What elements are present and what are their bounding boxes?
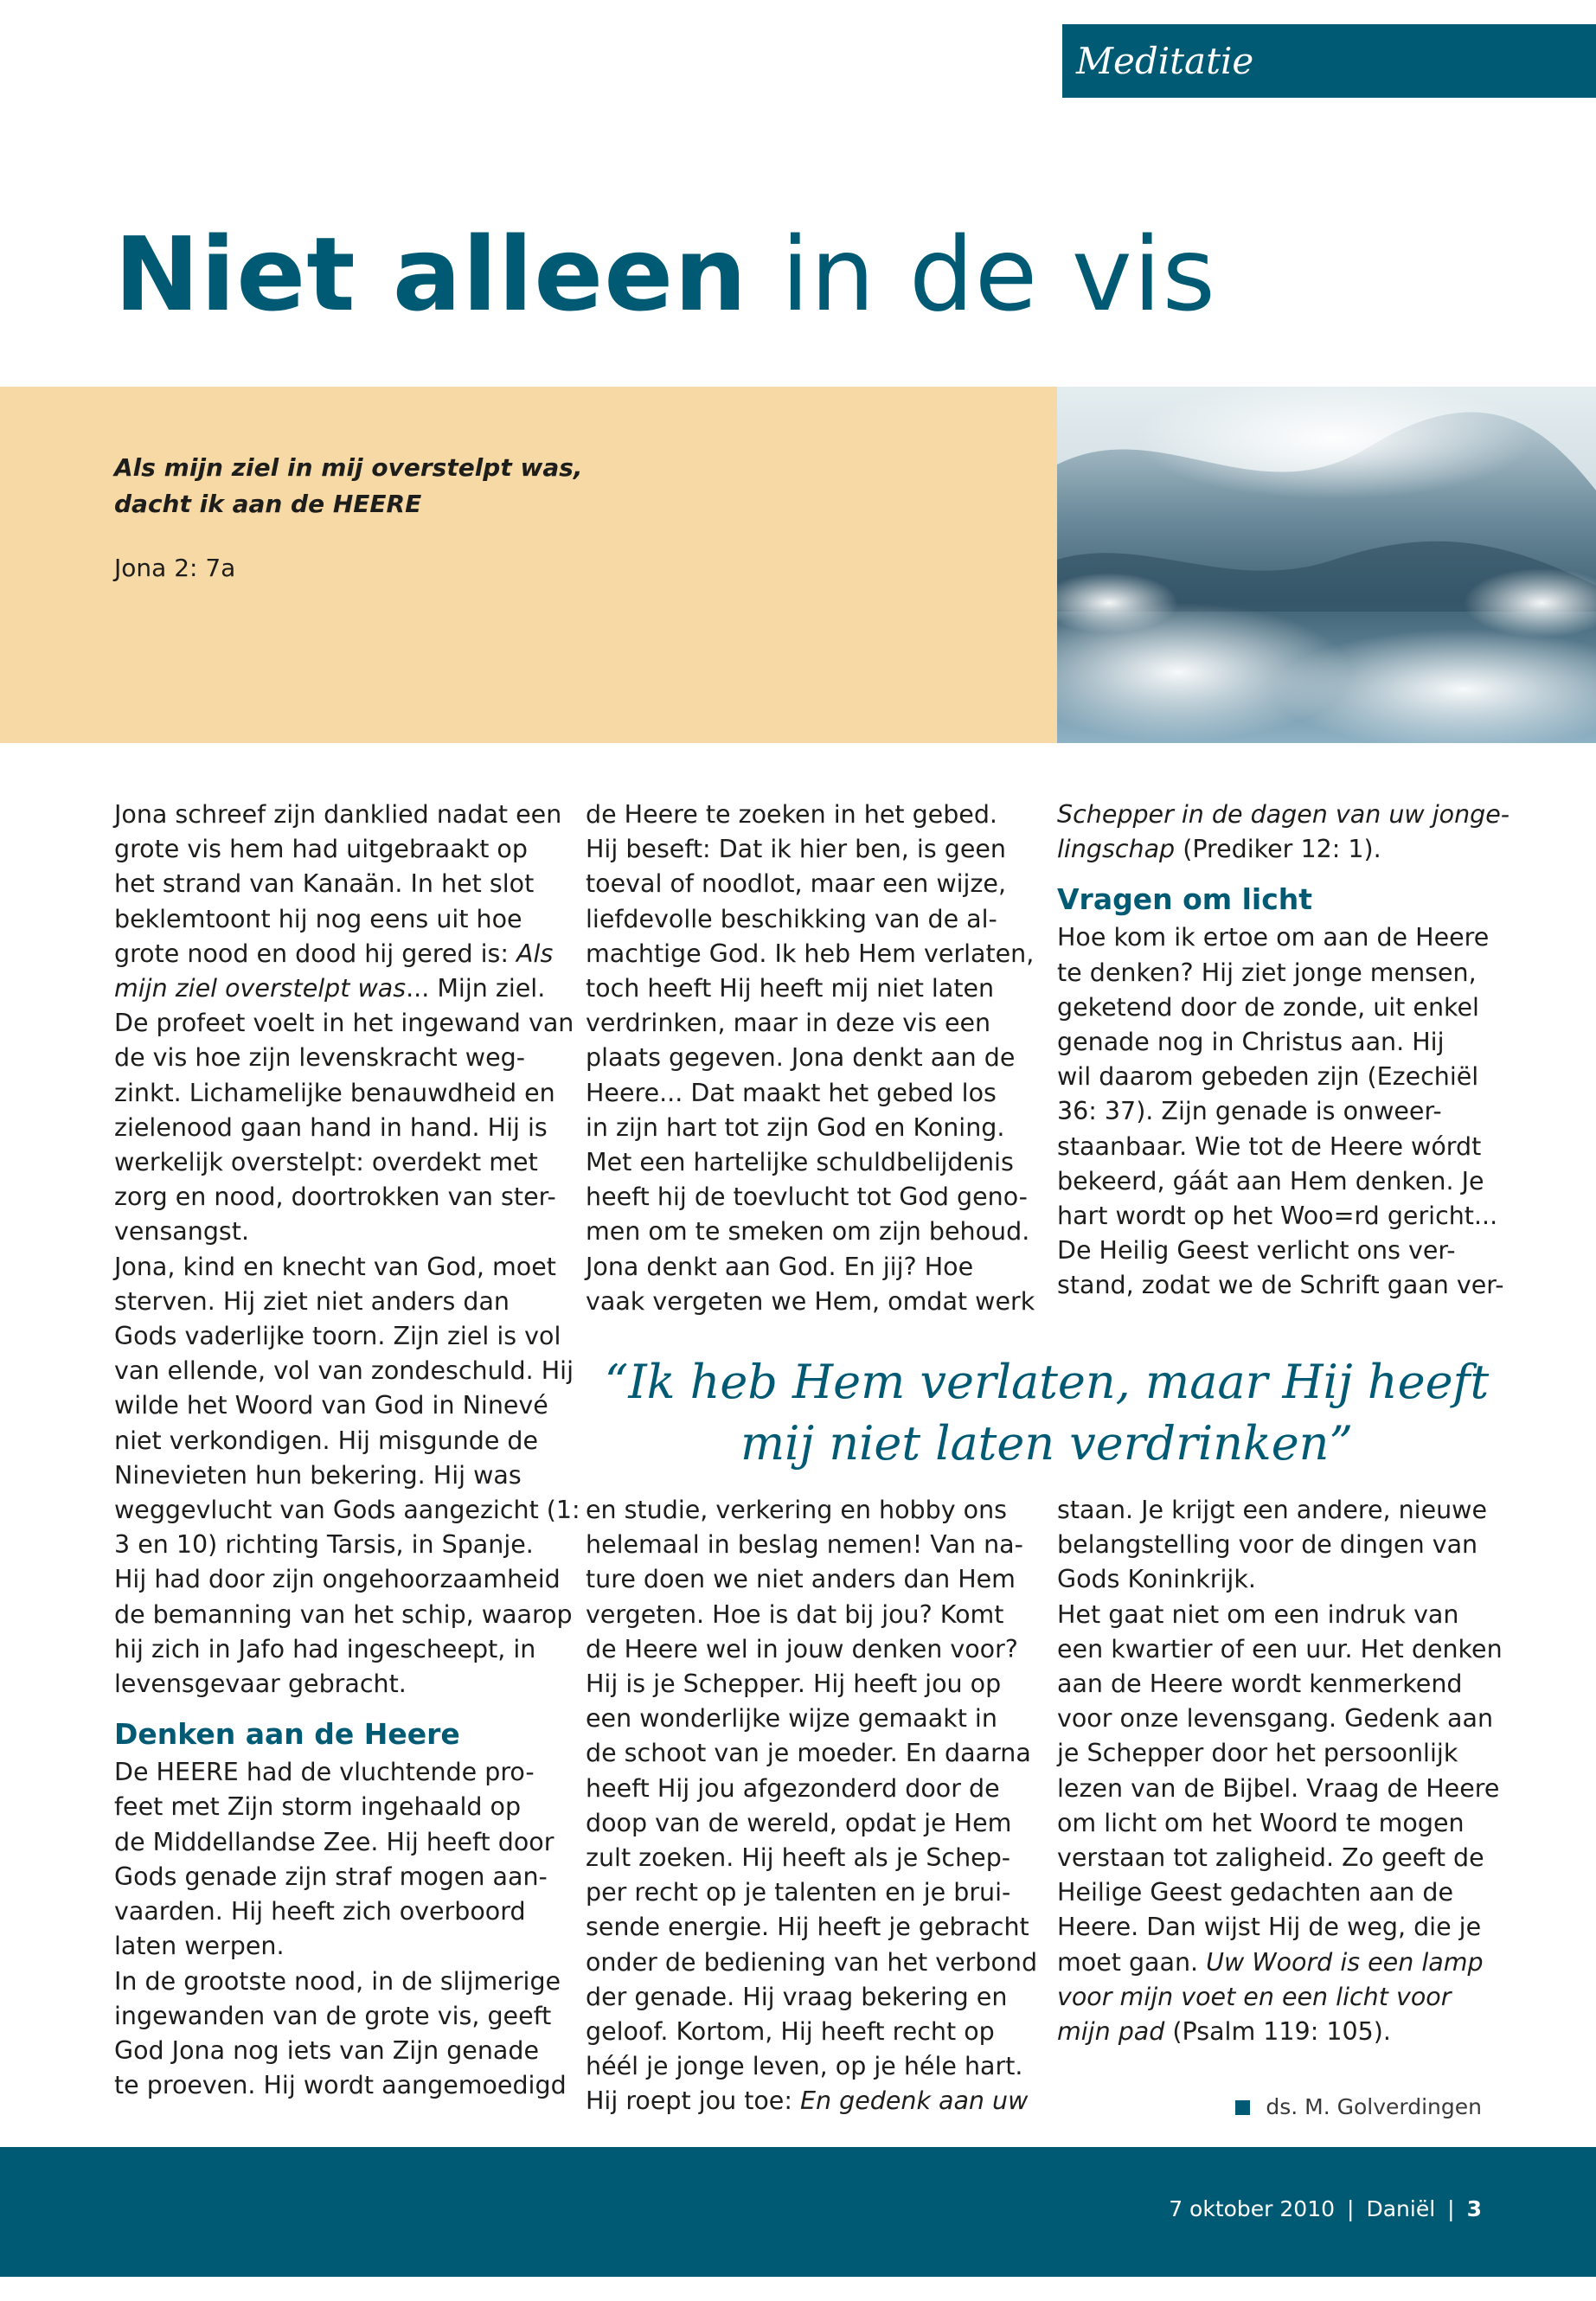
text-line: werkelijk overstelpt: overdekt met	[114, 1148, 538, 1177]
text-line: wil daarom gebeden zijn (Ezechiël	[1057, 1062, 1479, 1092]
text-line: aan de Heere wordt kenmerkend	[1057, 1670, 1463, 1699]
text-line: Hij is je Schepper. Hij heeft jou op	[586, 1670, 1002, 1699]
text-line: Het gaat niet om een indruk van	[1057, 1599, 1459, 1629]
text-line: de schoot van je moeder. En daarna	[586, 1739, 1031, 1768]
text-line: hij zich in Jafo had ingescheept, in	[114, 1634, 536, 1663]
text-line: Gods genade zijn straf mogen aan-	[114, 1862, 548, 1891]
text-line: onder de bediening van het verbond	[586, 1947, 1038, 1977]
text-line: genade nog in Christus aan. Hij	[1057, 1028, 1445, 1057]
text-line: niet verkondigen. Hij misgunde de	[114, 1426, 539, 1455]
text-line: vensangst.	[114, 1217, 250, 1247]
text-line: 3 en 10) richting Tarsis, in Spanje.	[114, 1530, 534, 1560]
magazine-name: Daniël	[1366, 2196, 1436, 2221]
text-line: zorg en nood, doortrokken van ster-	[114, 1183, 556, 1212]
text-line: Ninevieten hun bekering. Hij was	[114, 1460, 522, 1490]
text-line: Met een hartelijke schuldbelijdenis	[586, 1148, 1014, 1177]
text-line: Schepper in de dagen van uw jonge-	[1057, 800, 1510, 829]
text-line: ture doen we niet anders dan Hem	[586, 1565, 1016, 1594]
column-1	[114, 798, 580, 2103]
text-line: een wonderlijke wijze gemaakt in	[586, 1704, 997, 1734]
text-line: men om te smeken om zijn behoud.	[586, 1217, 1030, 1247]
column-3-bottom	[1057, 1493, 1503, 2049]
text-line: een kwartier of een uur. Het denken	[1057, 1634, 1503, 1663]
intro-quote: Als mijn ziel in mij overstelpt was, dacht ik aan de HEERE	[114, 453, 583, 518]
text-line: grote nood en dood hij gered is: Als	[114, 939, 554, 968]
text-line: te proeven. Hij wordt aangemoedigd	[114, 2071, 567, 2100]
pull-quote: “Ik heb Hem verlaten, maar Hij heeft mij niet laten verdrinken”	[604, 1355, 1490, 1471]
text-line: vergeten. Hoe is dat bij jou? Komt	[586, 1599, 1004, 1629]
text-line: Jona denkt aan God. En jij? Hoe	[586, 1252, 974, 1281]
text-line: de bemanning van het schip, waarop	[114, 1599, 573, 1629]
text-line: heeft Hij jou afgezonderd door de	[586, 1773, 1000, 1803]
text-line: moet gaan. Uw Woord is een lamp	[1057, 1947, 1484, 1977]
text-line: Gods Koninkrijk.	[1057, 1565, 1256, 1594]
text-line: zielenood gaan hand in hand. Hij is	[114, 1112, 548, 1142]
text-line: laten werpen.	[114, 1932, 285, 1961]
author-name: ds. M. Golverdingen	[1266, 2094, 1482, 2119]
text-line: staanbaar. Wie tot de Heere wórdt	[1057, 1131, 1482, 1161]
text-line: Hij roept jou toe: En gedenk aan uw	[586, 2086, 1029, 2116]
text-line: grote vis hem had uitgebraakt op	[114, 835, 528, 864]
text-line: weggevlucht van Gods aangezicht (1:	[114, 1496, 580, 1525]
title-regular: in de vis	[780, 215, 1217, 334]
text-line: Hij had door zijn ongehoorzaamheid	[114, 1565, 561, 1594]
text-line: de vis hoe zijn levenskracht weg-	[114, 1043, 526, 1073]
wave-photo	[1057, 387, 1596, 743]
text-line: verstaan tot zaligheid. Zo geeft de	[1057, 1843, 1484, 1873]
text-line: De Heilig Geest verlicht ons ver-	[1057, 1236, 1456, 1266]
text-line: der genade. Hij vraag bekering en	[586, 1982, 1008, 2011]
column-2-top	[586, 798, 1035, 1319]
text-line: belangstelling voor de dingen van	[1057, 1530, 1478, 1560]
text-line: Hoe kom ik ertoe om aan de Heere	[1057, 923, 1490, 952]
text-line: om licht om het Woord te mogen	[1057, 1808, 1465, 1837]
text-line: Hij beseft: Dat ik hier ben, is geen	[586, 835, 1006, 864]
text-line: doop van de wereld, opdat je Hem	[586, 1808, 1012, 1837]
subheading-denken: Denken aan de Heere	[114, 1717, 460, 1752]
text-line: sende energie. Hij heeft je gebracht	[586, 1913, 1029, 1942]
title-bold: Niet alleen	[114, 215, 748, 334]
text-line: 36: 37). Zijn genade is onweer-	[1057, 1097, 1442, 1126]
text-line: zinkt. Lichamelijke benauwdheid en	[114, 1078, 555, 1107]
text-line: In de grootste nood, in de slijmerige	[114, 1966, 561, 1996]
text-line: toch heeft Hij heeft mij niet laten	[586, 974, 995, 1003]
text-line: héél je jonge leven, op je héle hart.	[586, 2052, 1023, 2081]
text-line: stand, zodat we de Schrift gaan ver-	[1057, 1271, 1504, 1300]
text-line: Heere. Dan wijst Hij de weg, die je	[1057, 1913, 1482, 1942]
text-line: sterven. Hij ziet niet anders dan	[114, 1286, 510, 1316]
column-3-top	[1057, 798, 1509, 1304]
separator: |	[1447, 2196, 1455, 2221]
text-line: voor mijn voet en een licht voor	[1057, 1982, 1452, 2011]
issue-date: 7 oktober 2010	[1169, 2196, 1336, 2221]
footer-info	[1169, 2192, 1482, 2227]
separator: |	[1347, 2196, 1355, 2221]
text-line: verdrinken, maar in deze vis een	[586, 1009, 991, 1038]
text-line: staan. Je krijgt een andere, nieuwe	[1057, 1496, 1488, 1524]
text-line: bekeerd, gáát aan Hem denken. Je	[1057, 1166, 1484, 1195]
text-line: geketend door de zonde, uit enkel	[1057, 992, 1479, 1022]
text-line: de Middellandse Zee. Hij heeft door	[114, 1827, 554, 1856]
text-line: Heilige Geest gedachten aan de	[1057, 1878, 1454, 1907]
text-line: de Heere te zoeken in het gebed.	[586, 800, 997, 829]
text-line: en studie, verkering en hobby ons	[586, 1496, 1008, 1524]
intro-reference: Jona 2: 7a	[114, 554, 236, 582]
text-line: beklemtoont hij nog eens uit hoe	[114, 904, 522, 933]
section-label: Meditatie	[1062, 24, 1596, 98]
text-line: feet met Zijn storm ingehaald op	[114, 1792, 522, 1822]
text-line: per recht op je talenten en je brui-	[586, 1878, 1011, 1907]
text-line: wilde het Woord van God in Ninevé	[114, 1391, 548, 1420]
text-line: Heere... Dat maakt het gebed los	[586, 1078, 997, 1107]
bullet-square-icon	[1235, 2100, 1250, 2115]
text-line: vaak vergeten we Hem, omdat werk	[586, 1286, 1035, 1316]
text-line: helemaal in beslag nemen! Van na-	[586, 1530, 1023, 1560]
text-line: God Jona nog iets van Zijn genade	[114, 2035, 539, 2065]
text-line: mijn ziel overstelpt was... Mijn ziel.	[114, 974, 546, 1003]
text-line: vaarden. Hij heeft zich overboord	[114, 1897, 526, 1926]
text-line: in zijn hart tot zijn God en Koning.	[586, 1112, 1005, 1142]
text-line: lezen van de Bijbel. Vraag de Heere	[1057, 1773, 1500, 1803]
text-line: ingewanden van de grote vis, geeft	[114, 2001, 552, 2030]
text-line: geloof. Kortom, Hij heeft recht op	[586, 2017, 995, 2047]
text-line: van ellende, vol van zondeschuld. Hij	[114, 1356, 574, 1386]
footer-bar	[0, 2147, 1596, 2277]
text-line: Gods vaderlijke toorn. Zijn ziel is vol	[114, 1322, 561, 1351]
text-line: De HEERE had de vluchtende pro-	[114, 1758, 535, 1787]
column-2-bottom	[586, 1493, 1037, 2119]
text-line: plaats gegeven. Jona denkt aan de	[586, 1043, 1016, 1073]
text-line: te denken? Hij ziet jonge mensen,	[1057, 958, 1477, 987]
text-line: de Heere wel in jouw denken voor?	[586, 1634, 1018, 1663]
page-number: 3	[1466, 2196, 1482, 2221]
text-line: heeft hij de toevlucht tot God geno-	[586, 1183, 1028, 1212]
text-line: liefdevolle beschikking van de al-	[586, 904, 997, 933]
text-line: Jona schreef zijn danklied nadat een	[114, 800, 562, 829]
text-line: mijn pad (Psalm 119: 105).	[1057, 2017, 1391, 2047]
author-credit	[1235, 2090, 1482, 2125]
text-line: levensgevaar gebracht.	[114, 1670, 407, 1699]
text-line: voor onze levensgang. Gedenk aan	[1057, 1704, 1494, 1734]
text-line: machtige God. Ik heb Hem verlaten,	[586, 939, 1035, 968]
text-line: zult zoeken. Hij heeft als je Schep-	[586, 1843, 1011, 1873]
text-line: Jona, kind en knecht van God, moet	[114, 1252, 556, 1281]
page-title	[114, 215, 1217, 334]
subheading-vragen: Vragen om licht	[1057, 882, 1313, 917]
text-line: het strand van Kanaän. In het slot	[114, 869, 535, 899]
text-line: De profeet voelt in het ingewand van	[114, 1009, 574, 1038]
text-line: je Schepper door het persoonlijk	[1057, 1739, 1458, 1768]
text-line: hart wordt op het Woo=rd gericht...	[1057, 1202, 1498, 1231]
text-line: toeval of noodlot, maar een wijze,	[586, 869, 1007, 899]
text-line: lingschap (Prediker 12: 1).	[1057, 835, 1381, 864]
